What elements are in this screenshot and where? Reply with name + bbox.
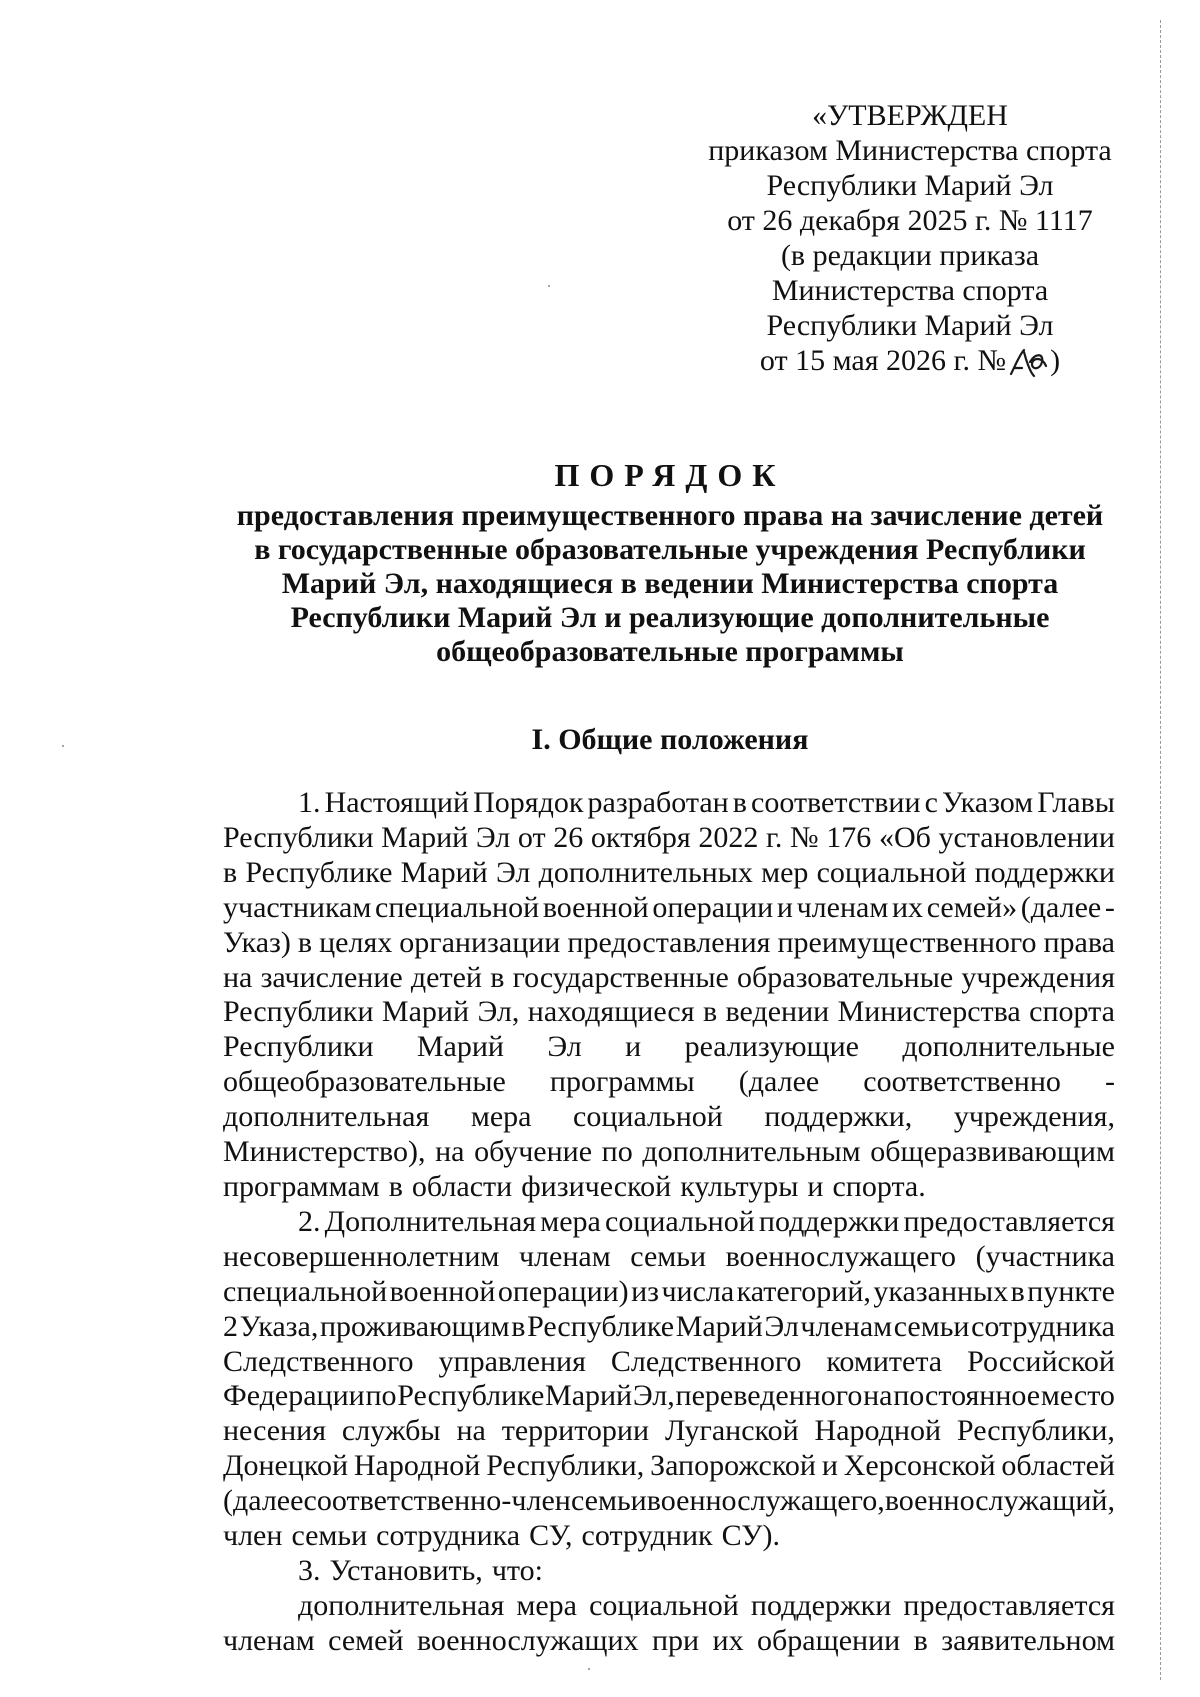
paragraph-line [223, 786, 1115, 821]
word: социальной [605, 1204, 755, 1238]
word: член [511, 1484, 571, 1518]
word: на [863, 1379, 893, 1413]
word: на [223, 960, 253, 994]
word: в [1010, 1274, 1025, 1308]
subtitle-line: Республики Марий Эл и реализующие дополнительные [290, 601, 1050, 634]
word: - [1104, 1065, 1115, 1099]
word: Республики, [486, 1449, 645, 1483]
word: в [732, 786, 747, 819]
word: мера [516, 1588, 577, 1622]
paragraph-line [223, 961, 1115, 996]
paragraph-line [223, 1310, 1115, 1345]
word: комитета [826, 1344, 943, 1378]
word: их [712, 1623, 744, 1657]
word: на [435, 1135, 465, 1169]
word: разработан [587, 786, 729, 819]
word: Марий [545, 1379, 633, 1413]
word: права [1043, 925, 1115, 959]
word: что: [491, 1553, 543, 1587]
word: находящиеся [527, 995, 695, 1029]
scan-speck [588, 1668, 590, 1670]
word: Настоящий [324, 786, 470, 819]
approval-closing-paren: ) [1050, 344, 1061, 377]
word: в [511, 1309, 526, 1343]
word: проживающим [319, 1309, 510, 1343]
word: Эл [495, 855, 531, 889]
word: семьи [570, 1484, 647, 1518]
word: в [388, 1169, 403, 1203]
word: СУ, [529, 1519, 573, 1553]
word: и [776, 890, 793, 924]
word: семьи [291, 1519, 368, 1553]
document-subtitle [220, 499, 1120, 669]
approval-line-last [690, 343, 1130, 380]
word: семей [328, 1623, 404, 1657]
word: Марий [416, 1030, 504, 1064]
approval-line: (в редакции приказа [780, 239, 1040, 272]
word: по [365, 1379, 397, 1413]
document-title: ПОРЯДОК [554, 457, 786, 493]
word: № [790, 820, 819, 854]
word: общеразвивающим [870, 1135, 1115, 1169]
word: Федерации [223, 1379, 365, 1413]
word: спорта. [832, 1169, 926, 1203]
paragraph-line [223, 1624, 1115, 1659]
paragraph-line [223, 1240, 1115, 1275]
word: Марий [400, 855, 488, 889]
word: военнослужащего [725, 1239, 956, 1273]
word: Порядок [473, 786, 584, 819]
word: Министерства [837, 995, 1021, 1029]
word: Республике [397, 1379, 545, 1413]
word: членам [518, 1239, 611, 1273]
word: (далее [223, 1484, 304, 1518]
section-heading: I. Общие положения [531, 723, 809, 756]
word: 3. [298, 1553, 321, 1587]
word: поддержки [750, 1588, 892, 1622]
body-text [223, 786, 1115, 1659]
word: числа [661, 1274, 735, 1308]
word: из [631, 1274, 660, 1308]
word: целях [319, 925, 393, 959]
word: спорта [1029, 995, 1115, 1029]
word: поддержки, [764, 1100, 913, 1134]
word: соответственно [863, 1065, 1061, 1099]
word: дополнительная [223, 1100, 430, 1134]
paragraph-line [223, 1205, 1115, 1240]
paragraph-line [223, 1554, 1115, 1589]
word: Эл, [477, 995, 520, 1029]
approval-line: Республики Марий Эл [766, 309, 1054, 342]
word: государственные [512, 960, 729, 994]
word: Марий [381, 995, 470, 1029]
paragraph-line [223, 1484, 1115, 1519]
paragraph-line [223, 1135, 1115, 1170]
word: операции) [497, 1274, 629, 1308]
word: членам [223, 1623, 315, 1657]
word: член [223, 1519, 283, 1553]
word: 2 [223, 1309, 238, 1343]
word: в [223, 855, 238, 889]
word: г. [765, 820, 783, 854]
word: дополнительных [538, 855, 753, 889]
word: 176 [826, 820, 872, 854]
word: Марий [675, 1309, 763, 1343]
word: общеобразовательные [223, 1065, 506, 1099]
paragraph-line [223, 1030, 1115, 1065]
word: предоставляется [903, 1204, 1115, 1238]
word: Эл [764, 1309, 799, 1343]
word: Главы [1037, 786, 1115, 819]
subtitle-line: общеобразовательные программы [436, 635, 904, 668]
word: 26 [553, 820, 584, 854]
word: сотрудника [376, 1519, 521, 1553]
word: социальной [816, 855, 967, 889]
paragraph-line [223, 1065, 1115, 1100]
word: Установить, [329, 1553, 483, 1587]
word: организации [399, 925, 561, 959]
approval-line: приказом Министерства спорта [708, 134, 1112, 167]
word: поддержки [758, 1204, 900, 1238]
paragraph-line [223, 926, 1115, 961]
approval-line: от 26 декабря 2025 г. № 1117 [727, 204, 1093, 237]
word: мер [761, 855, 809, 889]
word: Республики [223, 1030, 374, 1064]
scan-speck [62, 745, 64, 747]
word: социальной [573, 1100, 723, 1134]
word: мера [540, 1204, 601, 1238]
word: дополнительным [642, 1135, 861, 1169]
word: членам [796, 890, 889, 924]
word: Луганской [664, 1414, 799, 1448]
word: Указ) [223, 925, 291, 959]
word: Донецкой [223, 1449, 348, 1483]
word: семей» [926, 890, 1018, 924]
word: СУ). [721, 1519, 780, 1553]
word: их [892, 890, 924, 924]
word: Запорожской [650, 1449, 816, 1483]
word: от [517, 820, 546, 854]
word: Российской [967, 1344, 1115, 1378]
word: программы [549, 1065, 695, 1099]
word: программам [223, 1169, 380, 1203]
word: военнослужащий, [884, 1484, 1115, 1518]
word: Дополнительная [324, 1204, 537, 1238]
paragraph-line [223, 995, 1115, 1030]
subtitle-line: предоставления преимущественного права на зачисление детей [236, 499, 1104, 532]
paragraph-line [223, 856, 1115, 891]
word: предоставления [567, 925, 771, 959]
word: управления [438, 1344, 586, 1378]
word: соответственно [303, 1484, 502, 1518]
word: 2. [298, 1204, 321, 1238]
word: военнослужащего, [646, 1484, 885, 1518]
word: мера [470, 1100, 532, 1134]
word: несовершеннолетним [223, 1239, 500, 1273]
word: в [297, 925, 313, 959]
paragraph-line [223, 1345, 1115, 1380]
scan-speck [548, 285, 550, 287]
word: дополнительные [902, 1030, 1115, 1064]
word: Министерство), [223, 1135, 426, 1169]
word: физической [521, 1169, 672, 1203]
word: семьи [893, 1309, 970, 1343]
word: по [601, 1135, 633, 1169]
word: несения [223, 1414, 327, 1448]
word: членам [800, 1309, 893, 1343]
word: Следственного [223, 1344, 414, 1378]
word: категорий, [736, 1274, 871, 1308]
word: преимущественного [777, 925, 1037, 959]
approval-line: Республики Марий Эл [766, 169, 1054, 202]
paragraph-line [223, 1414, 1115, 1449]
word: и [625, 1030, 642, 1064]
word: обращении [757, 1623, 901, 1657]
word: социальной [589, 1588, 739, 1622]
word: участникам [223, 890, 372, 924]
word: культуры [680, 1169, 799, 1203]
word: специальной [223, 1274, 388, 1308]
word: (далее [738, 1065, 820, 1099]
document-title-block [220, 455, 1120, 669]
word: дополнительная [298, 1588, 505, 1622]
word: сотрудника [971, 1309, 1115, 1343]
word: военнослужащих [416, 1623, 639, 1657]
approval-stamp-block [690, 98, 1130, 380]
word: ведении [725, 995, 830, 1029]
word: областей [1001, 1449, 1115, 1483]
word: Указа, [239, 1309, 319, 1343]
word: «Об [878, 820, 931, 854]
word: детей [410, 960, 482, 994]
word: военной [542, 890, 649, 924]
word: Указом [942, 786, 1034, 819]
word: в [702, 995, 718, 1029]
approval-date-number: от 15 мая 2026 г. № [759, 344, 1007, 377]
scan-edge-line [1160, 20, 1161, 1680]
word: (далее [1020, 890, 1102, 924]
word: семьи [630, 1239, 706, 1273]
word: в [490, 960, 505, 994]
word: поддержки [974, 855, 1115, 889]
word: постоянное [893, 1379, 1041, 1413]
paragraph-line [223, 1589, 1115, 1624]
word: Республики [223, 995, 374, 1029]
word: пункте [1027, 1274, 1115, 1308]
word: военной [389, 1274, 496, 1308]
word: Эл, [632, 1379, 675, 1413]
word: Республики [223, 820, 374, 854]
word: соответствии [751, 786, 921, 819]
word: с [924, 786, 938, 819]
word: установлении [938, 820, 1115, 854]
word: при [652, 1623, 700, 1657]
word: переведенного [675, 1379, 863, 1413]
word: предоставляется [903, 1588, 1115, 1622]
word: сотрудник [581, 1519, 713, 1553]
word: учреждения [961, 960, 1115, 994]
paragraph-line [223, 1275, 1115, 1310]
word: в [913, 1623, 928, 1657]
subtitle-line: Марий Эл, находящиеся в ведении Министерства спорта [281, 567, 1059, 600]
word: и [807, 1169, 824, 1203]
word: операции [652, 890, 774, 924]
word: Эл [547, 1030, 582, 1064]
word: специальной [375, 890, 540, 924]
word: Республике [527, 1309, 675, 1343]
paragraph-line [223, 1449, 1115, 1484]
word: Республики, [956, 1414, 1115, 1448]
subtitle-line: в государственные образовательные учреждения Республики [254, 533, 1086, 566]
word: 2022 [698, 820, 759, 854]
approval-line: Министерства спорта [771, 274, 1049, 307]
word: заявительном [941, 1623, 1115, 1657]
paragraph-line [223, 1519, 1115, 1554]
word: указанных [873, 1274, 1009, 1308]
word: место [1040, 1379, 1115, 1413]
word: - [501, 1484, 512, 1518]
word: обучение [474, 1135, 593, 1169]
paragraph-line [223, 821, 1115, 856]
approval-line: «УТВЕРЖДЕН [812, 99, 1008, 132]
word: Марий [381, 820, 469, 854]
word: Народной [814, 1414, 942, 1448]
word: октября [590, 820, 691, 854]
word: учреждения, [953, 1100, 1115, 1134]
word: службы [341, 1414, 441, 1448]
word: - [1104, 890, 1115, 924]
word: области [411, 1169, 513, 1203]
word: и [821, 1449, 838, 1483]
paragraph-line [223, 1379, 1115, 1414]
word: Херсонской [843, 1449, 996, 1483]
word: (участника [975, 1239, 1115, 1273]
paragraph-line [223, 891, 1115, 926]
word: Республике [245, 855, 393, 889]
word: реализующие [684, 1030, 859, 1064]
word: Эл [475, 820, 511, 854]
paragraph-line [223, 1100, 1115, 1135]
word: Народной [353, 1449, 481, 1483]
word: территории [501, 1414, 650, 1448]
handwritten-number-signature [1008, 346, 1050, 380]
word: зачисление [260, 960, 403, 994]
paragraph-line [223, 1170, 1115, 1205]
word: Следственного [610, 1344, 802, 1378]
word: на [456, 1414, 486, 1448]
word: 1. [298, 786, 321, 819]
word: образовательные [737, 960, 954, 994]
